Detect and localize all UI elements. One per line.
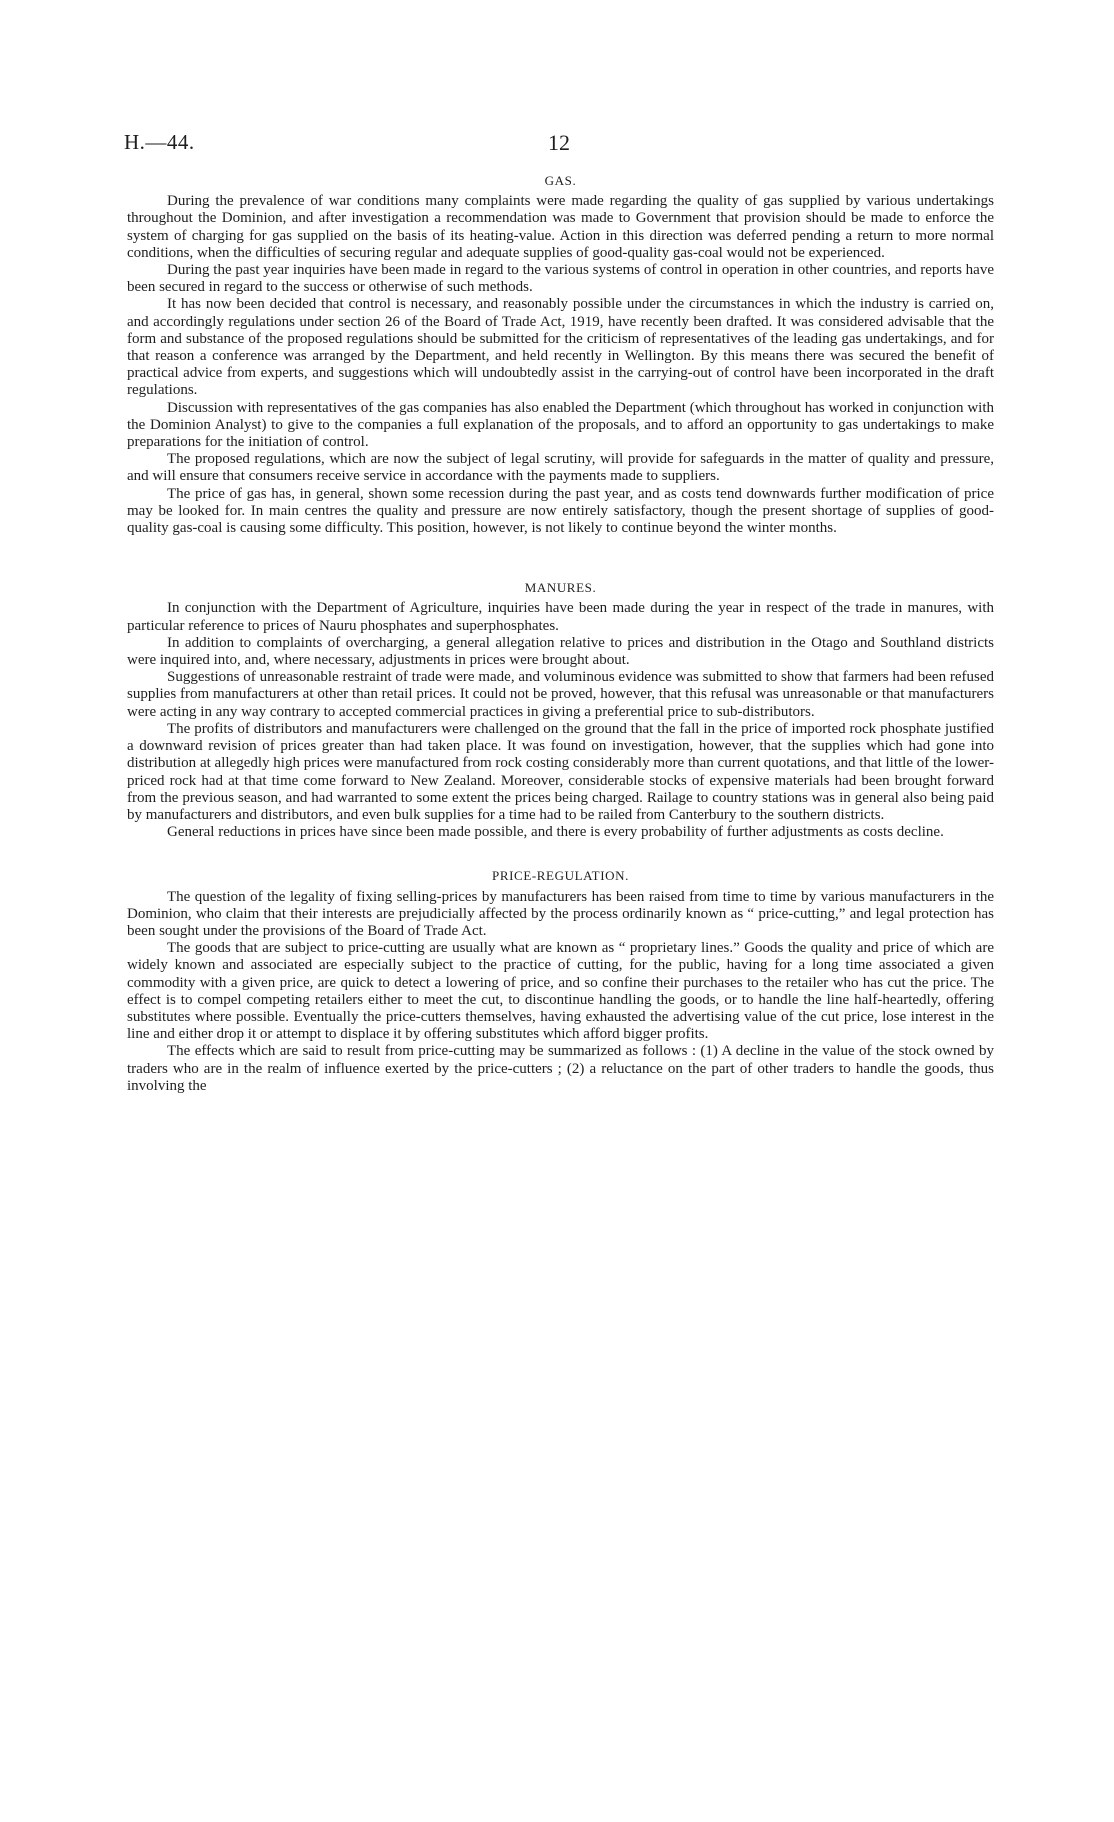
paragraph: The goods that are subject to price-cutting are usually what are known as “ proprietary lines.” Goods the quality and price of which are widely known and associated are especially subject to the practice of cutting, for the public, having for a long time associated a given commodity with a given price, are quick to detect a lowering of price, and so confine their purchases to the retailer who has cut the price. The effect is to compel competing retailers either to meet the cut, to discontinue handling the goods, or to handle the line half-heartedly, offering substitutes where possible. Eventually the price-cutters themselves, having exhausted the advertising value of the cut price, lose interest in the line and either drop it or attempt to displace it by offering substitutes which afford bigger profits. (127, 940, 994, 1043)
section-heading-gas: GAS. (544, 173, 577, 188)
paragraph: During the past year inquiries have been made in regard to the various systems of control in operation in other countries, and reports have been secured in regard to the success or otherwise of such methods. (127, 262, 994, 296)
paragraph: During the prevalence of war conditions many complaints were made regarding the quality of gas supplied by various undertakings throughout the Dominion, and after investigation a recommendation was made to Government that provision should be made to enforce the system of charging for gas supplied on the basis of its heating-value. Action in this direction was deferred pending a return to more normal conditions, when the difficulties of securing regular and adequate supplies of good-quality gas-coal would not be experienced. (127, 193, 994, 261)
paragraph: The price of gas has, in general, shown some recession during the past year, and as costs tend downwards further modification of price may be looked for. In main centres the quality and pressure are now entirely satisfactory, though the present shortage of supplies of good-quality gas-coal is causing some difficulty. This position, however, is not likely to continue beyond the winter months. (127, 485, 994, 537)
section-price-regulation (127, 867, 994, 1095)
paragraph: Suggestions of unreasonable restraint of trade were made, and voluminous evidence was submitted to show that farmers had been refused supplies from manufacturers at other than retail prices. It could not be proved, however, that this refusal was unreasonable or that manufacturers were acting in any way contrary to accepted commercial practices in giving a preferential price to sub-distributors. (127, 669, 994, 720)
section-heading-price-regulation: PRICE-REGULATION. (492, 868, 629, 884)
paragraph: General reductions in prices have since been made possible, and there is every probability of further adjustments as costs decline. (167, 824, 944, 841)
paragraph: Discussion with representatives of the gas companies has also enabled the Department (which throughout has worked in conjunction with the Dominion Analyst) to give to the companies a full explanation of the proposals, and to afford an opportunity to gas undertakings to make preparations for the initiation of control. (127, 399, 994, 451)
paragraph: In addition to complaints of overcharging, a general allegation relative to prices and distribution in the Otago and Southland districts were inquired into, and, where necessary, adjustments in prices were brought about. (127, 634, 994, 669)
paragraph: In conjunction with the Department of Agriculture, inquiries have been made during the year in respect of the trade in manures, with particular reference to prices of Nauru phosphates and superphosphates. (127, 600, 994, 634)
paragraph: The profits of distributors and manufacturers were challenged on the ground that the fall in the price of imported rock phosphate justified a downward revision of prices greater than had taken place. It was found on investigation, however, that the supplies which had gone into distribution at allegedly high prices were manufactured from rock costing considerably more than current quotations, and that little of the lower-priced rock had at that time come forward to New Zealand. Moreover, considerable stocks of expensive materials had been brought forward from the previous season, and had warranted to some extent the prices being charged. Railage to country stations was in general also being paid by manufacturers and distributors, and even bulk supplies for a time had to be railed from Canterbury to the southern districts. (127, 720, 994, 823)
section-heading-manures: MANURES. (524, 580, 597, 596)
paragraph: The proposed regulations, which are now the subject of legal scrutiny, will provide for safeguards in the matter of quality and pressure, and will ensure that consumers receive service in accordance with the payments made to suppliers. (127, 451, 994, 485)
page-number: 12 (548, 130, 570, 155)
paragraph: The effects which are said to result from price-cutting may be summarized as follows : (1) A decline in the value of the stock owned by traders who are in the realm of influence exerted by the price-cutters ; (2) a reluctance on the part of other traders to handle the goods, thus involving the (127, 1043, 994, 1094)
document-reference: H.—44. (124, 130, 195, 154)
paragraph: The question of the legality of fixing selling-prices by manufacturers has been raised from time to time by various manufacturers in the Dominion, who claim that their interests are prejudicially affected by the process ordinarily known as “ price-cutting,” and legal protection has been sought under the provisions of the Board of Trade Act. (127, 888, 994, 939)
paragraph: It has now been decided that control is necessary, and reasonably possible under the circumstances in which the industry is carried on, and accordingly regulations under section 26 of the Board of Trade Act, 1919, have recently been drafted. It was considered advisable that the form and substance of the proposed regulations should be submitted for the criticism of representatives of the leading gas undertakings, and for that reason a conference was arranged by the Department, and held recently in Wellington. By this means there was secured the benefit of practical advice from experts, and suggestions which will undoubtedly assist in the carrying-out of control have been incorporated in the draft regulations. (127, 296, 994, 399)
section-manures (127, 579, 994, 841)
page-header (124, 130, 994, 160)
section-gas (127, 172, 994, 537)
document-body (127, 172, 994, 1095)
